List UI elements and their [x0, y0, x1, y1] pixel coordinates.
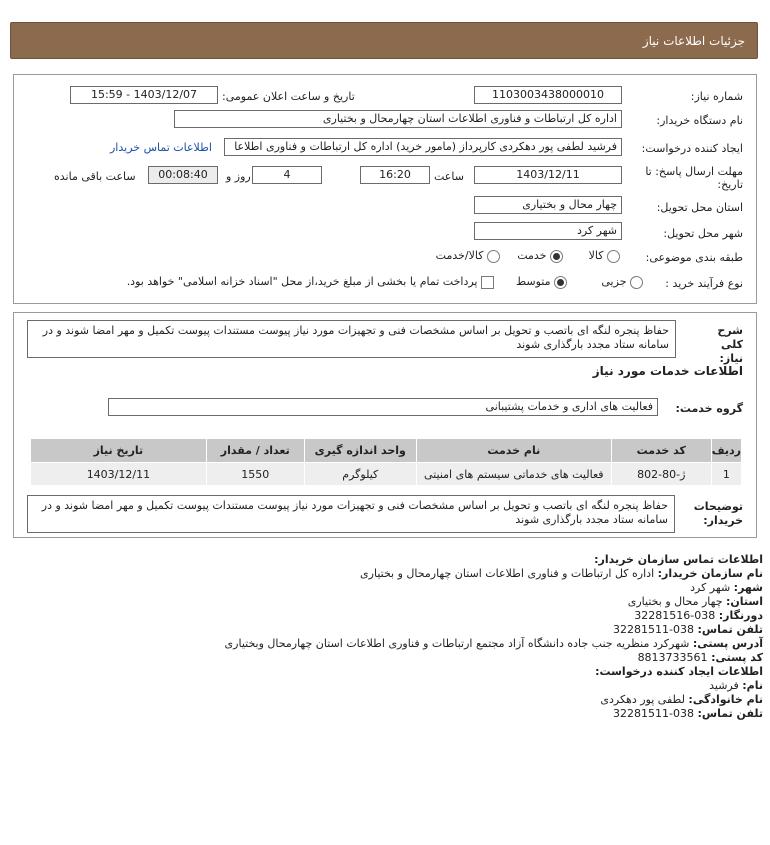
announce-date-field: 1403/12/07 - 15:59 — [70, 86, 218, 104]
need-info-panel — [13, 74, 757, 304]
contact-section — [23, 553, 763, 721]
buyer-notes-text: حفاظ پنجره لنگه ای باتصب و تحویل بر اساس مشخصات فنی و تجهیزات مورد نیاز پیوست مستندات پیوست تکمیل و مهر امضا شوند و در سامانه ستاد مجدد بارگذاری شوند — [27, 495, 675, 533]
goods-radio[interactable] — [607, 250, 620, 263]
services-table-wrapper — [30, 438, 742, 486]
service-label: خدمت — [517, 249, 547, 262]
col-date-header: تاریخ نیاز — [31, 439, 207, 463]
contact-address: آدرس پستی: شهرکرد منظریه جنب جاده دانشگاه آزاد مجتمع ارتباطات و فناوری اطلاعات استان چهارمحال وبختیاری — [224, 637, 763, 650]
description-label: شرح کلی نیاز: — [717, 324, 743, 365]
category-label: طبقه بندی موضوعی: — [645, 251, 743, 264]
page-header — [10, 22, 758, 59]
province-field: چهار محال و بختیاری — [474, 196, 622, 214]
creator-name: نام: فرشید — [709, 679, 763, 692]
city-label: شهر محل تحویل: — [663, 227, 743, 240]
contact-postal: کد پستی: 8813733561 — [637, 651, 763, 664]
table-row — [31, 463, 742, 486]
city-field: شهر کرد — [474, 222, 622, 240]
minor-label: جزیی — [601, 275, 627, 288]
announce-date-label: تاریخ و ساعت اعلان عمومی: — [222, 90, 355, 103]
creator-label: ایجاد کننده درخواست: — [641, 142, 743, 155]
category-option-goods-service[interactable] — [436, 249, 500, 263]
deadline-date-field: 1403/12/11 — [474, 166, 622, 184]
service-radio[interactable] — [550, 250, 563, 263]
treasury-checkbox[interactable] — [481, 276, 494, 289]
contact-city: شهر: شهر کرد — [690, 581, 763, 594]
days-label: روز و — [226, 170, 251, 183]
service-date: 1403/12/11 — [31, 463, 207, 486]
category-option-goods[interactable] — [589, 249, 620, 263]
need-number-field: 1103003438000010 — [474, 86, 622, 104]
col-code-header: کد خدمت — [611, 439, 711, 463]
service-unit: کیلوگرم — [304, 463, 416, 486]
description-text: حفاظ پنجره لنگه ای باتصب و تحویل بر اساس مشخصات فنی و تجهیزات مورد نیاز پیوست مستندات پیوست تکمیل و مهر امضا شوند و در سامانه ستاد مجدد بارگذاری شوند — [27, 320, 676, 358]
col-unit-header: واحد اندازه گیری — [304, 439, 416, 463]
goods-service-label: کالا/خدمت — [435, 249, 484, 262]
medium-label: متوسط — [515, 275, 551, 288]
medium-radio[interactable] — [554, 276, 567, 289]
province-label: استان محل تحویل: — [656, 201, 743, 214]
need-number-label: شماره نیاز: — [690, 90, 743, 103]
remaining-time-field: 00:08:40 — [148, 166, 218, 184]
deadline-label: مهلت ارسال پاسخ: تا — [645, 165, 743, 178]
creator-family: نام خانوادگی: لطفی پور دهکردی — [600, 693, 763, 706]
service-group-label: گروه خدمت: — [675, 402, 743, 415]
remaining-time-label: ساعت باقی مانده — [54, 170, 136, 183]
service-code: ژ-80-802 — [611, 463, 711, 486]
col-row-header: ردیف — [711, 439, 741, 463]
contact-fax: دورنگار: 038-32281516 — [634, 609, 763, 622]
treasury-payment-option[interactable] — [127, 275, 494, 289]
category-option-service[interactable] — [517, 249, 563, 263]
contact-title: اطلاعات تماس سازمان خریدار: — [594, 553, 763, 566]
deadline-date-label: تاریخ: — [717, 178, 743, 191]
service-qty: 1550 — [206, 463, 304, 486]
creator-phone: تلفن تماس: 038-32281511 — [613, 707, 763, 720]
services-table — [30, 438, 742, 486]
days-field: 4 — [252, 166, 322, 184]
deadline-time-label: ساعت — [434, 170, 464, 183]
process-option-medium[interactable] — [516, 275, 567, 289]
process-label: نوع فرآیند خرید : — [665, 277, 743, 290]
creator-field: فرشید لطفی پور دهکردی کارپرداز (مامور خرید) اداره کل ارتباطات و فناوری اطلاعا — [224, 138, 622, 156]
services-title: اطلاعات خدمات مورد نیاز — [592, 364, 743, 378]
deadline-time-field: 16:20 — [360, 166, 430, 184]
row-number: 1 — [711, 463, 741, 486]
page-title: جزئیات اطلاعات نیاز — [642, 34, 745, 48]
buyer-contact-link[interactable]: اطلاعات تماس خریدار — [110, 141, 212, 154]
col-name-header: نام خدمت — [416, 439, 611, 463]
goods-service-radio[interactable] — [487, 250, 500, 263]
contact-phone: تلفن تماس: 038-32281511 — [613, 623, 763, 636]
buyer-org-label: نام دستگاه خریدار: — [656, 114, 743, 127]
service-name: فعالیت های خدماتی سیستم های امنیتی — [416, 463, 611, 486]
contact-province: استان: چهار محال و بختیاری — [627, 595, 763, 608]
process-option-minor[interactable] — [601, 275, 643, 289]
contact-org: نام سازمان خریدار: اداره کل ارتباطات و فناوری اطلاعات استان چهارمحال و بختیاری — [360, 567, 763, 580]
goods-label: کالا — [588, 249, 604, 262]
col-qty-header: تعداد / مقدار — [206, 439, 304, 463]
treasury-note: پرداخت تمام یا بخشی از مبلغ خرید،از محل "اسناد خزانه اسلامی" خواهد بود. — [126, 275, 478, 288]
buyer-org-field: اداره کل ارتباطات و فناوری اطلاعات استان چهارمحال و بختیاری — [174, 110, 622, 128]
minor-radio[interactable] — [630, 276, 643, 289]
buyer-notes-label: توضیحات خریدار: — [693, 500, 743, 527]
creator-title: اطلاعات ایجاد کننده درخواست: — [595, 665, 763, 678]
table-header-row — [31, 439, 742, 463]
service-group-field: فعالیت های اداری و خدمات پشتیبانی — [108, 398, 658, 416]
